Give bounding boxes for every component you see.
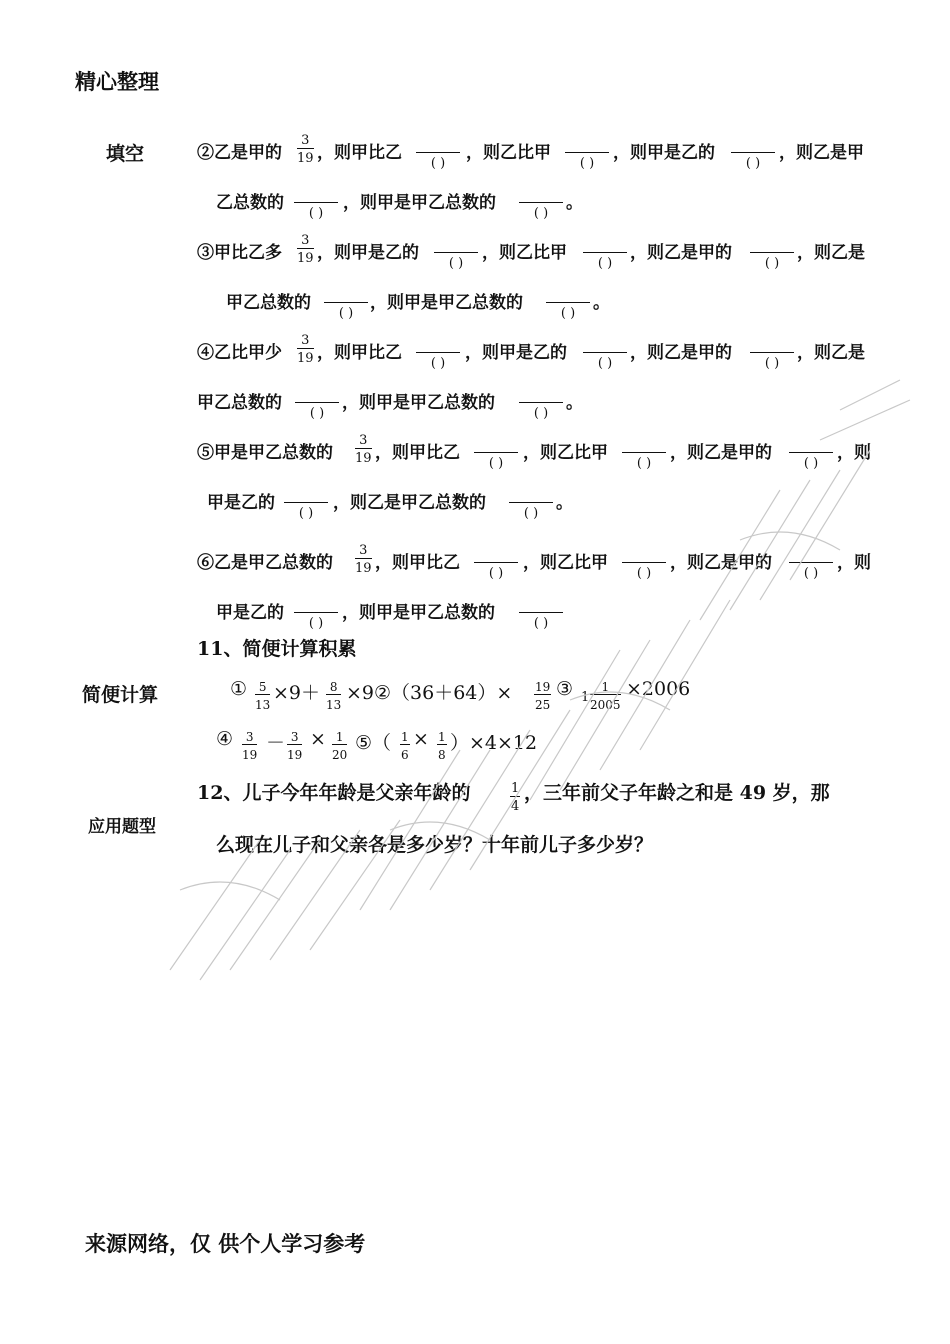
- answer-blank[interactable]: ( ): [416, 134, 460, 173]
- problem-3-line-2: 甲乙总数的 ( ) ，则甲是甲乙总数的 ( ) 。: [0, 284, 950, 328]
- answer-blank[interactable]: ( ): [565, 134, 609, 173]
- fraction: $\frac{3}{19}$: [287, 730, 303, 762]
- fraction: $\frac{1}{2005}$: [590, 680, 621, 712]
- calc-row-2: ④ $\frac{3}{19}$ － $\frac{3}{19}$ × $\frac{1}{20}$ ⑤（ $\frac{1}{6}$ × $\frac{1}{8}$ ）×4×12: [216, 728, 538, 762]
- answer-blank[interactable]: ( ): [434, 234, 478, 273]
- section-12-line-2: 么现在儿子和父亲各是多少岁？十年前儿子多少岁？: [216, 834, 654, 856]
- calc-row-1: ① $\frac{5}{13}$ ×9＋ $\frac{8}{13}$ ×9②（36＋64）× $\frac{19}{25}$ ③ 1 $\frac{1}{2005}$ ×2006: [230, 678, 691, 712]
- page-header: 精心整理: [75, 69, 159, 94]
- fraction: $\frac{1}{4}$: [511, 781, 520, 814]
- answer-blank[interactable]: ( ): [416, 334, 460, 373]
- fraction: $\frac{3}{19}$: [297, 133, 314, 166]
- problem-3-line-1: ③甲比乙多 $\frac{3}{19}$ ，则甲是乙的 ( ) ，则乙比甲 ( ) ，则乙是甲的 ( ) ，则乙是: [197, 233, 865, 271]
- answer-blank[interactable]: ( ): [294, 594, 338, 633]
- fraction: $\frac{3}{19}$: [355, 433, 372, 466]
- answer-blank[interactable]: ( ): [474, 434, 518, 473]
- problem-2-line-1: ②乙是甲的 $\frac{3}{19}$ ，则甲比乙 ( ) ，则乙比甲 ( ) ，则甲是乙的 ( ) ，则乙是甲: [197, 133, 864, 171]
- fraction: $\frac{19}{25}$: [535, 680, 551, 712]
- fraction: $\frac{1}{8}$: [438, 730, 446, 762]
- problem-2-line-2: 乙总数的 ( ) ，则甲是甲乙总数的 ( ) 。: [0, 184, 950, 228]
- answer-blank[interactable]: ( ): [789, 544, 833, 583]
- fraction: $\frac{1}{6}$: [401, 730, 409, 762]
- page-footer: 来源网络，仅 供个人学习参考: [85, 1231, 366, 1256]
- fraction: $\frac{3}{19}$: [297, 333, 314, 366]
- answer-blank[interactable]: ( ): [284, 484, 328, 523]
- fraction: $\frac{3}{19}$: [297, 233, 314, 266]
- fraction: $\frac{3}{19}$: [242, 730, 258, 762]
- mixed-number-whole: 1: [581, 690, 590, 705]
- label-fill-in: 填空: [106, 143, 145, 165]
- answer-blank[interactable]: ( ): [295, 384, 339, 423]
- answer-blank[interactable]: ( ): [622, 434, 666, 473]
- answer-blank[interactable]: ( ): [583, 234, 627, 273]
- answer-blank[interactable]: ( ): [519, 594, 563, 633]
- answer-blank[interactable]: ( ): [622, 544, 666, 583]
- problem-5-line-2: 甲是乙的 ( ) ，则乙是甲乙总数的 ( ) 。: [0, 484, 950, 528]
- answer-blank[interactable]: ( ): [750, 334, 794, 373]
- answer-blank[interactable]: ( ): [324, 284, 368, 323]
- label-simple-calc: 简便计算: [82, 684, 159, 706]
- answer-blank[interactable]: ( ): [546, 284, 590, 323]
- fraction: $\frac{1}{20}$: [332, 730, 348, 762]
- fraction: $\frac{8}{13}$: [326, 680, 342, 712]
- label-application: 应用题型: [88, 817, 156, 837]
- problem-4-line-2: 甲乙总数的 ( ) ，则甲是甲乙总数的 ( ) 。: [0, 384, 950, 428]
- problem-6-line-1: ⑥乙是甲乙总数的 $\frac{3}{19}$ ，则甲比乙 ( ) ，则乙比甲 ( ) ，则乙是甲的 ( ) ，则: [197, 543, 871, 581]
- answer-blank[interactable]: ( ): [509, 484, 553, 523]
- answer-blank[interactable]: ( ): [519, 384, 563, 423]
- section-12-line-1: 12、儿子今年年龄是父亲年龄的 $\frac{1}{4}$ ，三年前父子年龄之和是 49 岁，那: [197, 781, 830, 814]
- section-11-title: 11、简便计算积累: [197, 638, 357, 660]
- problem-4-line-1: ④乙比甲少 $\frac{3}{19}$ ，则甲比乙 ( ) ，则甲是乙的 ( ) ，则乙是甲的 ( ) ，则乙是: [197, 333, 865, 371]
- problem-6-line-2: 甲是乙的 ( ) ，则甲是甲乙总数的 ( ): [0, 594, 950, 638]
- answer-blank[interactable]: ( ): [583, 334, 627, 373]
- fraction: $\frac{5}{13}$: [255, 680, 271, 712]
- answer-blank[interactable]: ( ): [789, 434, 833, 473]
- answer-blank[interactable]: ( ): [294, 184, 338, 223]
- problem-5-line-1: ⑤甲是甲乙总数的 $\frac{3}{19}$ ，则甲比乙 ( ) ，则乙比甲 ( ) ，则乙是甲的 ( ) ，则: [197, 433, 871, 471]
- answer-blank[interactable]: ( ): [731, 134, 775, 173]
- answer-blank[interactable]: ( ): [474, 544, 518, 583]
- fraction: $\frac{3}{19}$: [355, 543, 372, 576]
- answer-blank[interactable]: ( ): [750, 234, 794, 273]
- answer-blank[interactable]: ( ): [519, 184, 563, 223]
